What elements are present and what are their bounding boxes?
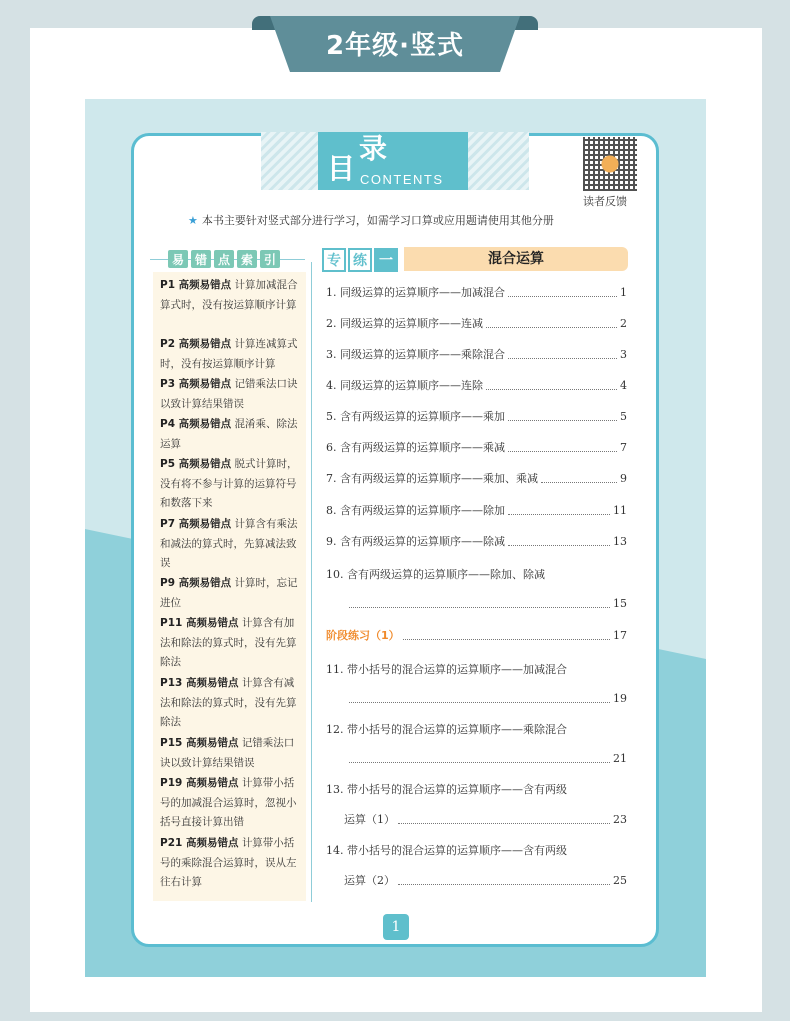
side-title-char: 错 — [191, 250, 211, 268]
side-title-char: 引 — [260, 250, 280, 268]
side-title-char: 索 — [237, 250, 257, 268]
section-title: 混合运算 — [404, 247, 628, 271]
error-item: P3 高频易错点 记错乘法口诀以致计算结果错误 — [160, 378, 298, 410]
section-tag-char: 一 — [374, 248, 398, 272]
note-text — [188, 212, 554, 228]
toc-entry[interactable]: 9. 含有两级运算的运算顺序——除减 13 — [326, 535, 627, 548]
error-item: P21 高频易错点 计算带小括号的乘除混合运算时，误从左往右计算 — [160, 837, 297, 888]
error-item: P2 高频易错点 计算连减算式时，没有按运算顺序计算 — [160, 338, 298, 370]
header-contents-en: CONTENTS — [360, 172, 444, 187]
side-title — [168, 250, 280, 268]
side-title-char: 点 — [214, 250, 234, 268]
star-icon: ★ — [188, 214, 198, 227]
toc-entry[interactable]: 4. 同级运算的运算顺序——连除 4 — [326, 379, 627, 392]
toc-stage-entry[interactable]: 阶段练习（1） 17 — [326, 629, 627, 642]
toc-entry[interactable]: 6. 含有两级运算的运算顺序——乘减 7 — [326, 441, 627, 454]
page-number: 1 — [383, 914, 409, 940]
section-tag-char: 专 — [322, 248, 346, 272]
toc-entry-leader[interactable]: 21 — [346, 751, 627, 767]
toc-entry-text[interactable]: 13. 带小括号的混合运算的运算顺序——含有两级 — [326, 783, 567, 796]
side-title-char: 易 — [168, 250, 188, 268]
error-item: P19 高频易错点 计算带小括号的加减混合运算时，忽视小括号直接计算出错 — [160, 777, 297, 828]
error-item: P7 高频易错点 计算含有乘法和减法的算式时，先算减法致误 — [160, 518, 298, 569]
toc-entry-leader[interactable]: 19 — [346, 691, 627, 707]
toc-entry-leader[interactable]: 15 — [346, 596, 627, 612]
toc-entry[interactable]: 2. 同级运算的运算顺序——连减 2 — [326, 317, 627, 330]
qr-code[interactable] — [583, 137, 637, 191]
toc-entry[interactable]: 1. 同级运算的运算顺序——加减混合 1 — [326, 286, 627, 299]
header-char-lu: 录 — [359, 132, 388, 165]
error-item: P1 高频易错点 计算加减混合算式时，没有按运算顺序计算 — [160, 279, 298, 311]
toc-entry-leader[interactable]: 运算（1） 23 — [344, 813, 627, 826]
header-char-mu: 目 — [327, 152, 356, 185]
error-item: P13 高频易错点 计算含有减法和除法的算式时，没有先算除法 — [160, 677, 297, 728]
section-tag — [322, 248, 398, 272]
error-item: P15 高频易错点 记错乘法口诀以致计算结果错误 — [160, 737, 295, 769]
error-item: P5 高频易错点 脱式计算时，没有将不参与计算的运算符号和数落下来 — [160, 458, 298, 509]
toc-entry-leader[interactable]: 运算（2） 25 — [344, 874, 627, 887]
note-body: 本书主要针对竖式部分进行学习，如需学习口算或应用题请使用其他分册 — [201, 214, 554, 227]
section-tag-char: 练 — [348, 248, 372, 272]
toc-entry-text[interactable]: 14. 带小括号的混合运算的运算顺序——含有两级 — [326, 844, 567, 857]
toc-entry-text[interactable]: 11. 带小括号的混合运算的运算顺序——加减混合 — [326, 663, 567, 676]
divider-line — [311, 262, 312, 902]
error-item: P4 高频易错点 混淆乘、除法运算 — [160, 418, 298, 450]
toc-entry[interactable]: 3. 同级运算的运算顺序——乘除混合 3 — [326, 348, 627, 361]
toc-entry[interactable]: 5. 含有两级运算的运算顺序——乘加 5 — [326, 410, 627, 423]
book-title: 2年级·竖式 — [326, 31, 464, 61]
toc-entry[interactable]: 7. 含有两级运算的运算顺序——乘加、乘减 9 — [326, 472, 627, 485]
toc-entry-text[interactable]: 10. 含有两级运算的运算顺序——除加、除减 — [326, 568, 545, 581]
error-item: P9 高频易错点 计算时，忘记进位 — [160, 577, 298, 609]
error-item: P11 高频易错点 计算含有加法和除法的算式时，没有先算除法 — [160, 617, 297, 668]
qr-label: 读者反馈 — [583, 195, 627, 208]
toc-entry[interactable]: 8. 含有两级运算的运算顺序——除加 11 — [326, 504, 627, 517]
toc-entry-text[interactable]: 12. 带小括号的混合运算的运算顺序——乘除混合 — [326, 723, 567, 736]
